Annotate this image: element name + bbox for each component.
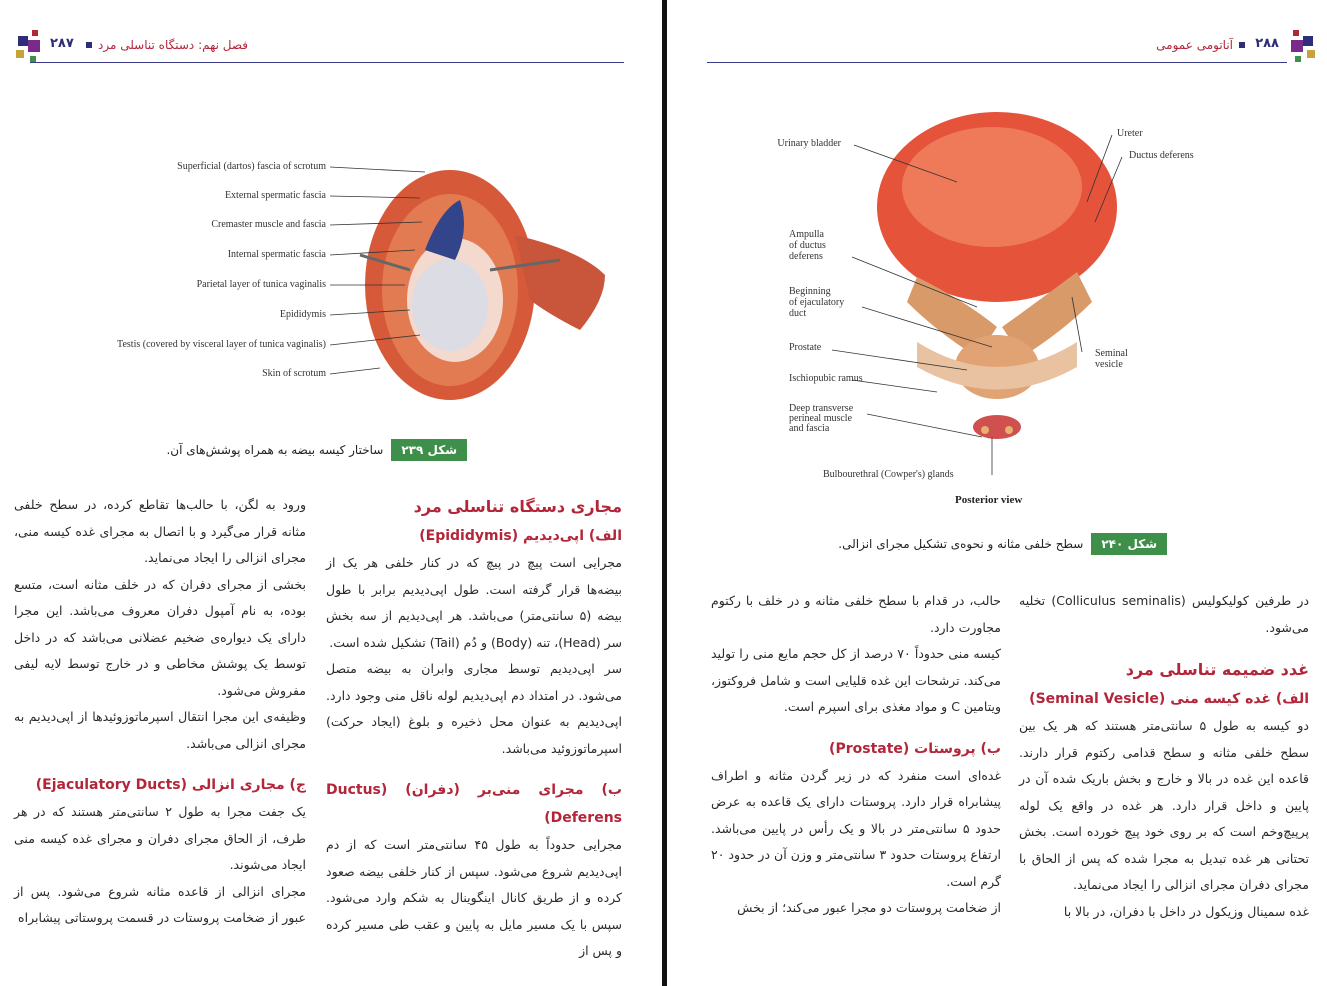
left-page <box>0 0 663 986</box>
paragraph: ورود به لگن، با حالب‌ها تقاطع کرده، در سطح خلفی مثانه قرار می‌گیرد و با اتصال به مجرای غده کیسه منی، مجرای انزالی را ایجاد می‌نماید. <box>14 497 306 565</box>
subheading-epididymis: الف) اپی‌دیدیم (Epididymis) <box>419 528 622 544</box>
label-ampulla: Ampulla of ductus deferens <box>789 229 826 262</box>
paragraph: حالب، در قدام با سطح خلفی مثانه و در خلف با رکتوم مجاورت دارد. <box>711 593 1001 635</box>
figure-caption-239 <box>166 438 467 462</box>
figure-caption-text: سطح خلفی مثانه و نحوه‌ی تشکیل مجرای انزالی. <box>838 537 1084 551</box>
label-bulbourethral-glands: Bulbourethral (Cowper's) glands <box>823 469 954 480</box>
label-ureter: Ureter <box>1117 128 1143 139</box>
right-page-right-column <box>1019 588 1309 925</box>
view-label: Posterior view <box>955 494 1023 506</box>
label-dartos: Superficial (dartos) fascia of scrotum <box>177 161 326 172</box>
section-heading: غدد ضمیمه تناسلی مرد <box>1125 660 1309 679</box>
label-urinary-bladder: Urinary bladder <box>777 138 841 149</box>
label-deep-transverse: Deep transverse perineal muscle and fascia <box>789 403 854 434</box>
subheading-prostate: ب) پروستات (Prostate) <box>829 740 1001 757</box>
right-header <box>667 32 1327 60</box>
page-number: ۲۸۸ <box>1255 36 1279 51</box>
label-parietal-layer: Parietal layer of tunica vaginalis <box>196 279 326 290</box>
section-heading: مجاری دستگاه تناسلی مرد <box>413 497 622 516</box>
paragraph: وظیفه‌ی این مجرا انتقال اسپرماتوزوئیدها از اپی‌دیدیم به مجرای انزالی می‌باشد. <box>14 709 306 751</box>
label-external-spermatic: External spermatic fascia <box>224 190 326 201</box>
figure-scrotum <box>60 100 620 420</box>
paragraph: مجرایی است پیچ در پیچ که در کنار خلفی هر یک از بیضه‌ها قرار گرفته است. طول اپی‌دیدیم برابر با طول بیضه (۵ سانتی‌متر) می‌باشد. هر اپی‌دیدیم از سه بخش سر (Head)، تنه (Body) و دُم (Tail) تشکیل شده است. <box>326 555 622 650</box>
figure-caption-240 <box>838 532 1167 556</box>
subheading-ductus-deferens: ب) مجرای منی‌بر (دفران) (Ductus Deferens) <box>326 782 622 826</box>
label-internal-spermatic: Internal spermatic fascia <box>227 249 326 260</box>
label-beginning-ejaculatory-duct: Beginning of ejaculatory duct <box>789 286 845 319</box>
paragraph: سر اپی‌دیدیم توسط مجاری وابران به بیضه متصل می‌شود. در امتداد دم اپی‌دیدیم لوله ناقل منی وجود دارد. اپی‌دیدیم به عنوان محل ذخیره و بلوغ (ایجاد حرکت) اسپرماتوزوئید می‌باشد. <box>326 661 622 756</box>
paragraph: از ضخامت پروستات دو مجرا عبور می‌کند؛ از بخش <box>737 900 1001 915</box>
label-ductus-deferens: Ductus deferens <box>1129 150 1194 161</box>
left-page-left-column <box>14 492 306 932</box>
label-testis: Testis (covered by visceral layer of tunica vaginalis) <box>117 339 326 350</box>
label-ischiopubic-ramus: Ischiopubic ramus <box>789 373 863 384</box>
left-header <box>0 32 663 60</box>
subheading-ejaculatory-ducts: ج) مجاری انزالی (Ejaculatory Ducts) <box>35 777 306 793</box>
label-epididymis: Epididymis <box>279 309 326 320</box>
scrotum-illustration <box>60 100 620 420</box>
label-cremaster: Cremaster muscle and fascia <box>211 219 326 230</box>
figure-number-badge: شکل ۲۳۹ <box>391 439 467 461</box>
paragraph: بخشی از مجرای دفران که در خلف مثانه است، متسع بوده، به نام آمپول دفران معروف می‌باشد. این مجرا دارای یک دیواره‌ی ضخیم عضلانی می‌باشد که در داخل توسط یک پوشش مخاطی و در خارج توسط لایه لیفی مفروش می‌شود. <box>14 576 306 698</box>
paragraph: کیسه منی حدوداً ۷۰ درصد از کل حجم مایع منی را تولید می‌کند. ترشحات این غده قلیایی است و شامل فروکتوز، ویتامین C و مواد مغذی برای اسپرم است. <box>711 646 1002 714</box>
right-page-left-column <box>711 588 1001 922</box>
label-seminal-vesicle: Seminal vesicle <box>1095 348 1128 370</box>
paragraph: مجرایی حدوداً به طول ۴۵ سانتی‌متر است که از دم اپی‌دیدیم شروع می‌شود. سپس از کنار خلفی بیضه صعود کرده و از طریق کانال اینگوینال به شکم وارد می‌شود. سپس با یک مسیر مایل به پایین و عقب طی مسیر کرده و پس از <box>326 837 622 958</box>
bladder-illustration <box>777 112 1237 522</box>
paragraph: غده سمینال وزیکول در داخل با دفران، در بالا با <box>1063 903 1309 919</box>
figure-number-badge: شکل ۲۴۰ <box>1091 533 1167 555</box>
page-number: ۲۸۷ <box>50 36 74 51</box>
right-page <box>667 0 1327 986</box>
decorative-ornament-icon <box>1285 28 1315 68</box>
header-bullet <box>1239 42 1245 48</box>
left-page-right-column <box>326 492 622 965</box>
paragraph: دو کیسه به طول ۵ سانتی‌متر هستند که هر یک بین سطح خلفی مثانه و سطح قدامی رکتوم قرار دارند. قاعده این غده در بالا و خارج و بخش باریک شده آن در پایین و داخل قرار دارد. هر غده در واقع یک لوله پرپیچ‌وخم است که بر روی خود پیچ خورده است. بخش تحتانی هر غده تبدیل به مجرا شده که پس از الحاق با مجرای دفران مجرای انزالی را ایجاد می‌نماید. <box>1019 718 1309 892</box>
figure-caption-text: ساختار کیسه بیضه به همراه پوشش‌های آن. <box>166 443 384 457</box>
figure-bladder <box>777 112 1237 522</box>
paragraph: مجرای انزالی از قاعده مثانه شروع می‌شود. پس از عبور از ضخامت پروستات در قسمت پروستاتی پیشابراه <box>14 883 306 925</box>
paragraph: غده‌ای است منفرد که در زیر گردن مثانه و اطراف پیشابراه قرار دارد. پروستات دارای یک قاعده به عرض حدود ۵ سانتی‌متر در بالا و یک رأس در پایین می‌باشد. ارتفاع پروستات حدود ۳ سانتی‌متر و وزن آن در حدود ۲۰ گرم است. <box>711 767 1001 889</box>
header-bullet <box>86 42 92 48</box>
book-title: آناتومی عمومی <box>1156 38 1233 52</box>
label-prostate: Prostate <box>789 342 822 353</box>
label-skin-of-scrotum: Skin of scrotum <box>262 368 326 379</box>
subheading-seminal-vesicle: الف) غده کیسه منی (Seminal Vesicle) <box>1029 691 1309 707</box>
header-rule <box>30 62 624 63</box>
paragraph: یک جفت مجرا به طول ۲ سانتی‌متر هستند که در هر طرف، از الحاق مجرای دفران و مجرای غده کیسه منی ایجاد می‌شوند. <box>14 804 306 872</box>
paragraph: در طرفین کولیکولیس (Colliculus seminalis) تخلیه می‌شود. <box>1019 593 1310 635</box>
header-rule <box>707 62 1287 63</box>
chapter-title: فصل نهم: دستگاه تناسلی مرد <box>98 38 249 52</box>
